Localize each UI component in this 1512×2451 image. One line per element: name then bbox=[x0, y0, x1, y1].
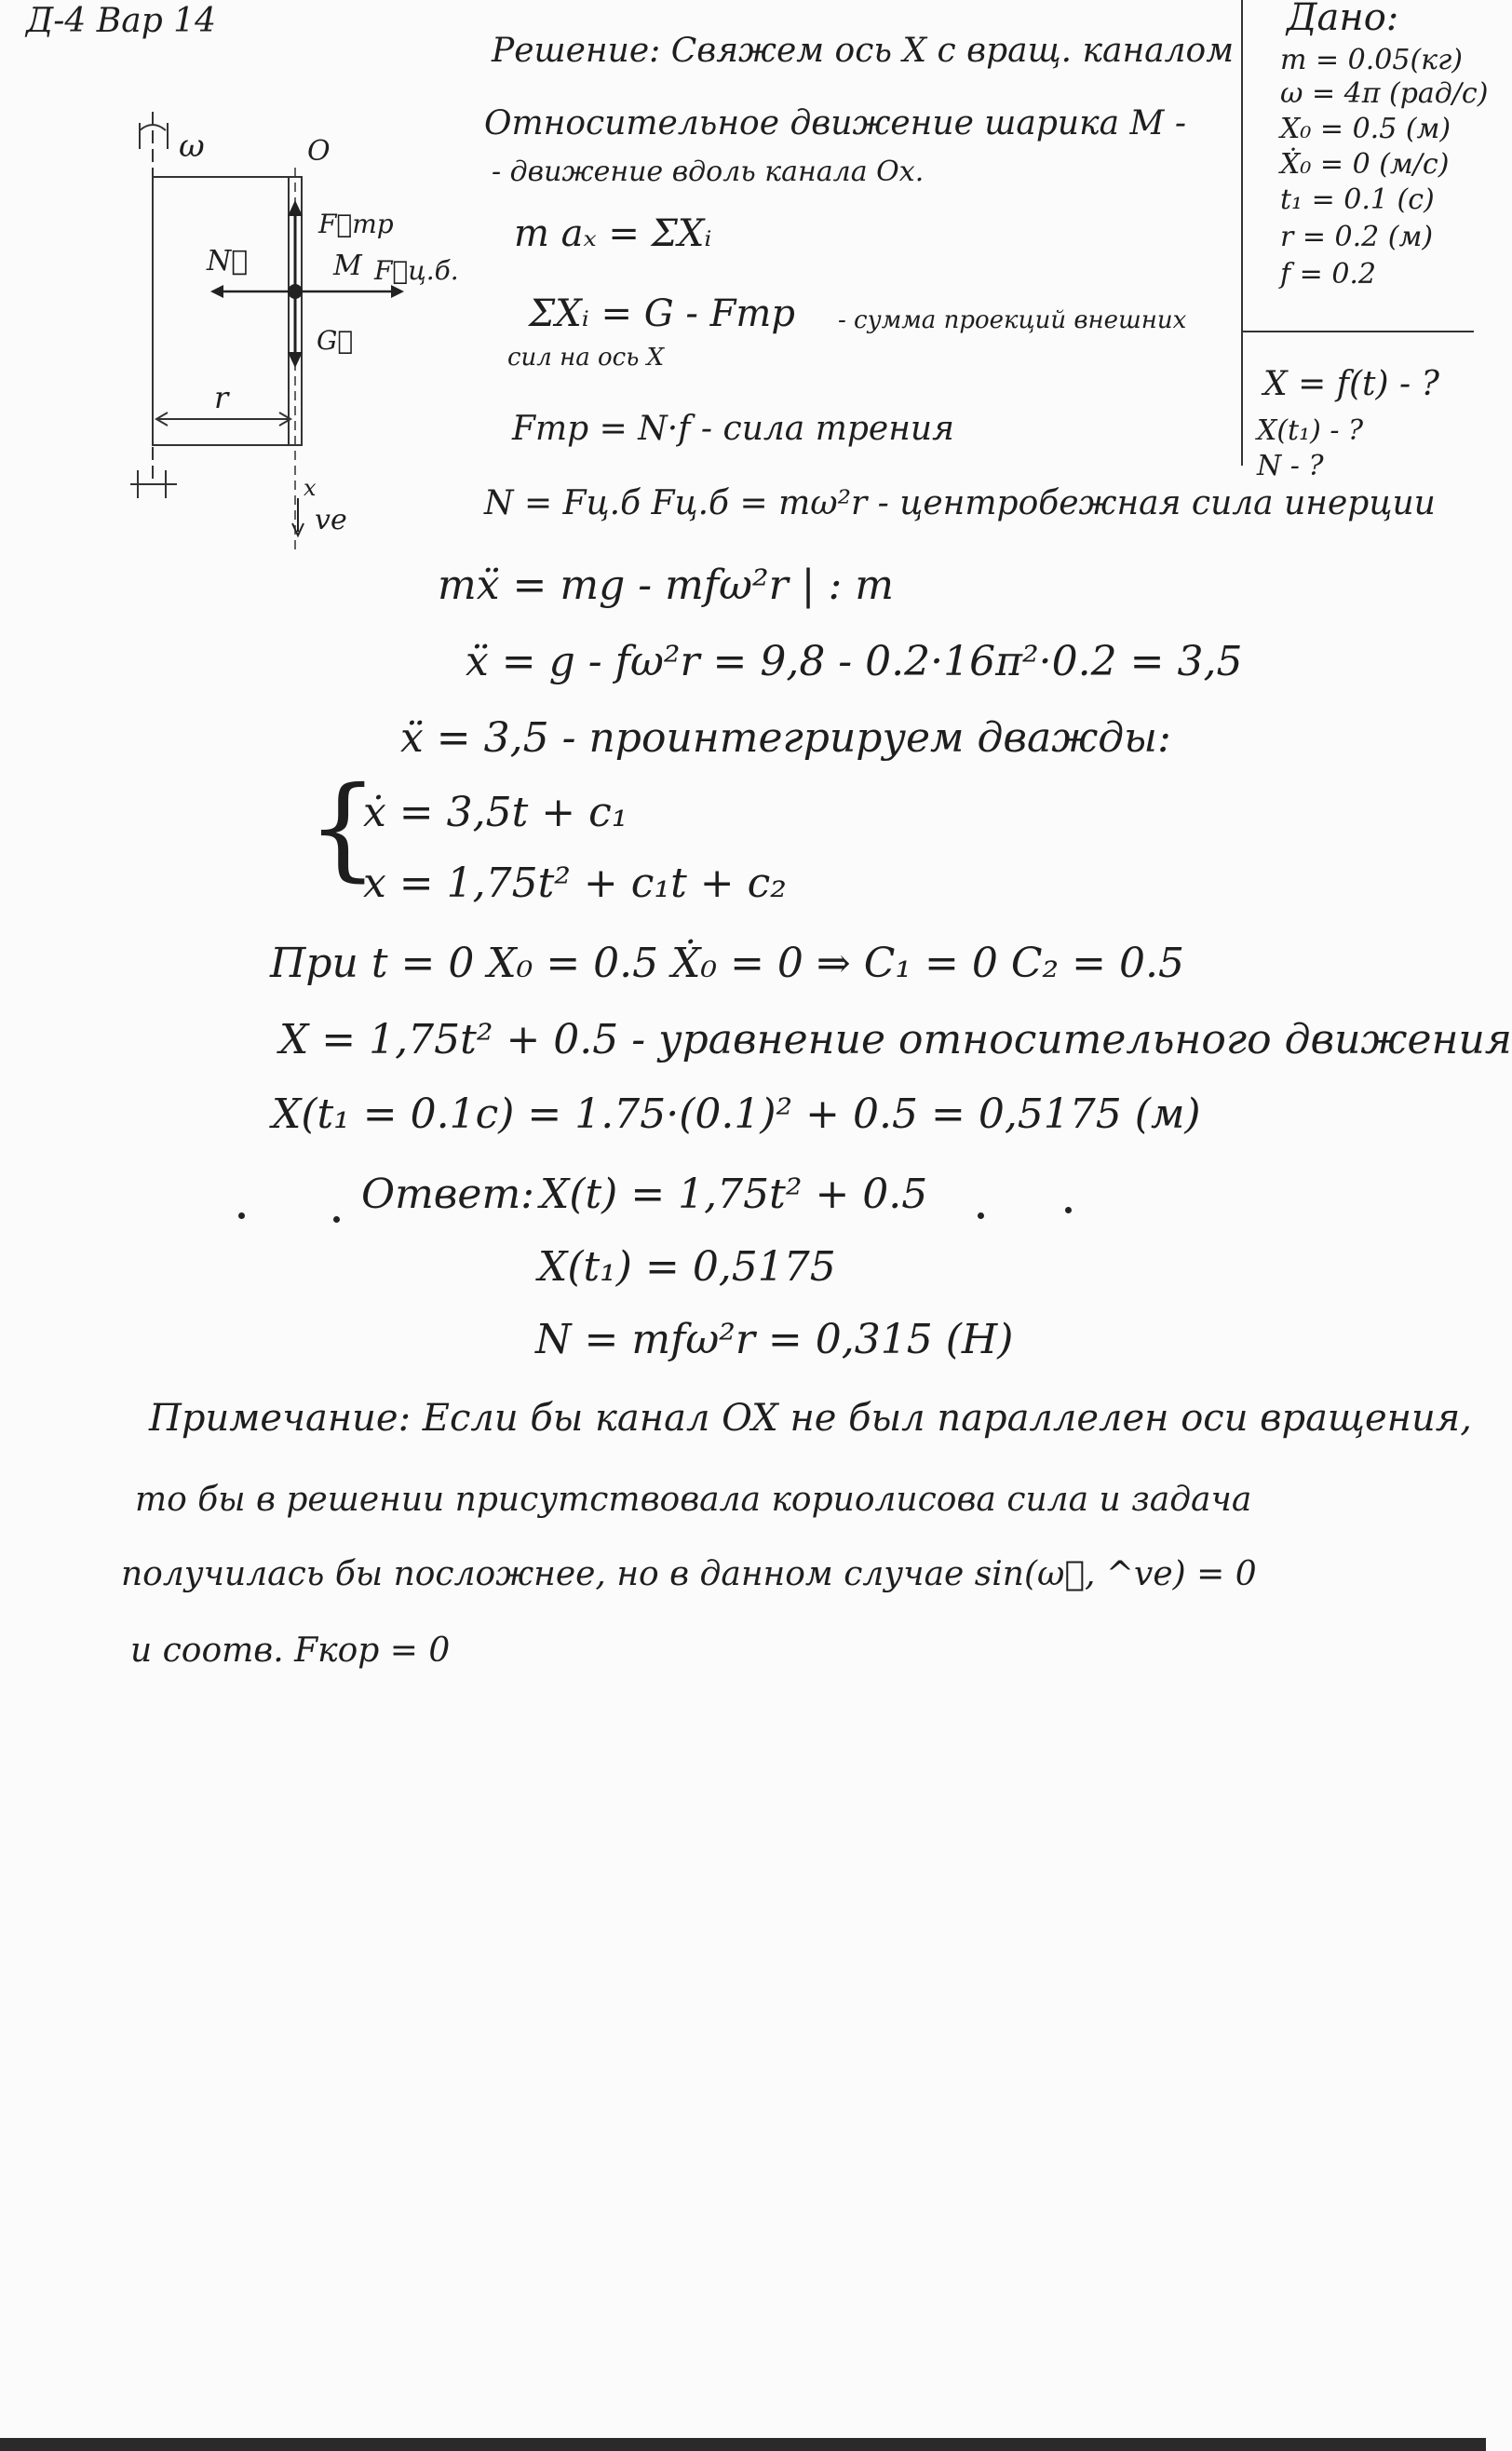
equation: x = 1,75t² + c₁t + c₂ bbox=[363, 860, 787, 907]
omega-arrow-icon bbox=[140, 125, 166, 130]
stray-dot bbox=[978, 1212, 984, 1219]
normal-force-arrow-icon bbox=[210, 285, 223, 298]
gravity-label: G⃗ bbox=[317, 325, 354, 356]
ve-label: ve bbox=[315, 504, 347, 536]
equation: ΣXᵢ = G - Fтр bbox=[529, 292, 795, 335]
scan-edge bbox=[0, 2438, 1486, 2451]
solution-line: - движение вдоль канала Ox. bbox=[492, 156, 925, 188]
given-line: m = 0.05(кг) bbox=[1280, 44, 1463, 76]
variant-label: Д-4 Вар 14 bbox=[26, 2, 216, 40]
solution-line: сил на ось X bbox=[507, 344, 665, 372]
answer-line: X(t) = 1,75t² + 0.5 bbox=[540, 1171, 928, 1218]
solution-title: Решение: Свяжем ось X с вращ. каналом bbox=[492, 32, 1235, 70]
omega-label: ω bbox=[179, 128, 205, 165]
equation: ẋ = 3,5t + c₁ bbox=[363, 789, 628, 836]
friction-force-arrow-icon bbox=[288, 200, 303, 216]
ball-m-label: M bbox=[333, 250, 362, 282]
given-divider-horizontal bbox=[1241, 331, 1474, 332]
note-line: получилась бы посложнее, но в данном случае sin(ω⃗, ^ve) = 0 bbox=[121, 1555, 1257, 1593]
equation: X(t₁ = 0.1c) = 1.75·(0.1)² + 0.5 = 0,5175 (м) bbox=[272, 1090, 1201, 1138]
equation: ẍ = 3,5 - проинтегрируем дважды: bbox=[400, 714, 1171, 762]
given-divider-vertical bbox=[1241, 0, 1243, 466]
system-brace: { bbox=[307, 764, 379, 893]
equation: N = Fц.б Fц.б = mω²r - центробежная сила инерции bbox=[484, 484, 1436, 522]
centrifugal-force-arrow-icon bbox=[391, 285, 404, 298]
origin-label: O bbox=[307, 135, 331, 168]
gravity-arrow-icon bbox=[288, 352, 303, 368]
find-line: N - ? bbox=[1257, 450, 1324, 482]
given-line: ω = 4π (рад/с) bbox=[1280, 77, 1489, 110]
stray-dot bbox=[1065, 1207, 1072, 1213]
equation: mẍ = mg - mfω²r | : m bbox=[438, 562, 894, 609]
equation: ẍ = g - fω²r = 9,8 - 0.2·16π²·0.2 = 3,5 bbox=[466, 638, 1243, 685]
given-line: f = 0.2 bbox=[1280, 258, 1377, 291]
given-line: t₁ = 0.1 (с) bbox=[1280, 183, 1435, 216]
equation: При t = 0 X₀ = 0.5 Ẋ₀ = 0 ⇒ C₁ = 0 C₂ = 0.5 bbox=[270, 940, 1185, 987]
centrifugal-force-label: F⃗ц.б. bbox=[374, 255, 459, 286]
given-line: r = 0.2 (м) bbox=[1280, 221, 1434, 253]
given-line: X₀ = 0.5 (м) bbox=[1280, 113, 1451, 145]
note-line: Примечание: Если бы канал OX не был параллелен оси вращения, bbox=[149, 1397, 1472, 1440]
ve-arrow-icon bbox=[292, 498, 304, 535]
stray-dot bbox=[333, 1216, 340, 1223]
friction-force-label: F⃗тр bbox=[318, 209, 394, 239]
find-line: X = f(t) - ? bbox=[1263, 365, 1439, 403]
given-line: Ẋ₀ = 0 (м/с) bbox=[1280, 148, 1450, 181]
answer-line: X(t₁) = 0,5175 bbox=[538, 1243, 836, 1291]
note-line: то бы в решении присутствовала кориолисова сила и задача bbox=[135, 1481, 1252, 1519]
rotating-channel-diagram bbox=[121, 112, 459, 549]
note-line: и соотв. Fкор = 0 bbox=[130, 1632, 451, 1670]
radius-label: r bbox=[214, 380, 229, 415]
x-axis-label: x bbox=[304, 475, 317, 501]
given-title: Дано: bbox=[1287, 0, 1399, 39]
answer-label: Ответ: bbox=[361, 1171, 534, 1218]
equation-note: - сумма проекций внешних bbox=[838, 306, 1187, 334]
solution-line: Относительное движение шарика M - bbox=[484, 104, 1186, 142]
equation: m aₓ = ΣXᵢ bbox=[514, 212, 712, 255]
find-line: X(t₁) - ? bbox=[1257, 414, 1364, 447]
normal-force-label: N⃗ bbox=[207, 245, 249, 278]
stray-dot bbox=[238, 1212, 245, 1219]
equation: X = 1,75t² + 0.5 - уравнение относительного движения bbox=[279, 1016, 1512, 1063]
answer-line: N = mfω²r = 0,315 (Н) bbox=[535, 1316, 1014, 1363]
equation: Fтр = N·f - сила трения bbox=[512, 410, 954, 448]
